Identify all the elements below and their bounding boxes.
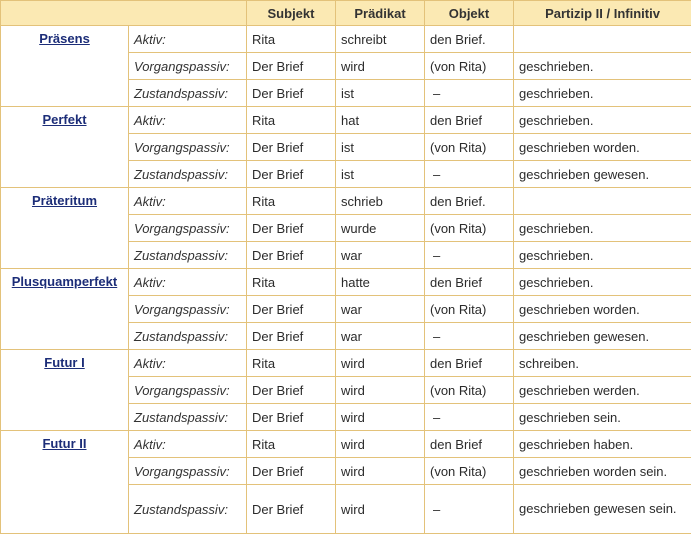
predicate-cell: wurde: [336, 215, 425, 242]
object-cell: den Brief.: [425, 26, 514, 53]
table-row: [1, 431, 691, 458]
subject-cell: Der Brief: [247, 215, 336, 242]
tense-cell: [1, 26, 129, 107]
voice-cell: Vorgangspassiv:: [129, 296, 247, 323]
voice-cell: Aktiv:: [129, 431, 247, 458]
subject-cell: Der Brief: [247, 404, 336, 431]
predicate-cell: war: [336, 242, 425, 269]
participle-cell: geschrieben gewesen sein.: [514, 485, 691, 534]
tense-link[interactable]: Futur II: [42, 436, 86, 451]
predicate-cell: wird: [336, 377, 425, 404]
participle-cell: geschrieben werden.: [514, 377, 691, 404]
voice-cell: Zustandspassiv:: [129, 485, 247, 534]
voice-cell: Zustandspassiv:: [129, 161, 247, 188]
table-row: [1, 350, 691, 377]
header-subject: Subjekt: [247, 1, 336, 26]
predicate-cell: wird: [336, 53, 425, 80]
predicate-cell: schreibt: [336, 26, 425, 53]
tense-cell: [1, 107, 129, 188]
voice-cell: Vorgangspassiv:: [129, 377, 247, 404]
voice-cell: Zustandspassiv:: [129, 323, 247, 350]
subject-cell: Der Brief: [247, 323, 336, 350]
subject-cell: Rita: [247, 107, 336, 134]
subject-cell: Der Brief: [247, 134, 336, 161]
table-row: [1, 188, 691, 215]
participle-cell: geschrieben.: [514, 53, 691, 80]
participle-cell: geschrieben worden.: [514, 296, 691, 323]
object-cell: den Brief: [425, 431, 514, 458]
table-row: [1, 107, 691, 134]
voice-cell: Vorgangspassiv:: [129, 215, 247, 242]
subject-cell: Der Brief: [247, 296, 336, 323]
participle-cell: geschrieben.: [514, 242, 691, 269]
object-cell: (von Rita): [425, 296, 514, 323]
tense-cell: [1, 269, 129, 350]
subject-cell: Rita: [247, 350, 336, 377]
participle-cell: geschrieben.: [514, 215, 691, 242]
voice-cell: Zustandspassiv:: [129, 404, 247, 431]
subject-cell: Der Brief: [247, 458, 336, 485]
tense-cell: [1, 350, 129, 431]
header-predicate: Prädikat: [336, 1, 425, 26]
header-row: [1, 1, 691, 26]
subject-cell: Der Brief: [247, 242, 336, 269]
object-cell: –: [425, 485, 514, 534]
predicate-cell: wird: [336, 404, 425, 431]
participle-cell: geschrieben.: [514, 80, 691, 107]
voice-cell: Zustandspassiv:: [129, 242, 247, 269]
participle-cell: geschrieben gewesen.: [514, 161, 691, 188]
header-object: Objekt: [425, 1, 514, 26]
participle-cell: geschrieben haben.: [514, 431, 691, 458]
predicate-cell: ist: [336, 134, 425, 161]
subject-cell: Der Brief: [247, 161, 336, 188]
predicate-cell: wird: [336, 431, 425, 458]
participle-cell: [514, 188, 691, 215]
subject-cell: Rita: [247, 26, 336, 53]
object-cell: den Brief: [425, 350, 514, 377]
object-cell: den Brief.: [425, 188, 514, 215]
voice-cell: Vorgangspassiv:: [129, 53, 247, 80]
voice-cell: Aktiv:: [129, 269, 247, 296]
table-row: [1, 269, 691, 296]
participle-cell: [514, 26, 691, 53]
tense-link[interactable]: Präsens: [39, 31, 90, 46]
voice-cell: Vorgangspassiv:: [129, 458, 247, 485]
predicate-cell: schrieb: [336, 188, 425, 215]
voice-cell: Zustandspassiv:: [129, 80, 247, 107]
object-cell: (von Rita): [425, 53, 514, 80]
subject-cell: Rita: [247, 431, 336, 458]
tense-link[interactable]: Perfekt: [42, 112, 86, 127]
participle-cell: geschrieben gewesen.: [514, 323, 691, 350]
predicate-cell: wird: [336, 485, 425, 534]
tense-link[interactable]: Präteritum: [32, 193, 97, 208]
object-cell: –: [425, 161, 514, 188]
predicate-cell: war: [336, 323, 425, 350]
object-cell: –: [425, 242, 514, 269]
participle-cell: geschrieben worden.: [514, 134, 691, 161]
table-body: [1, 26, 691, 534]
object-cell: –: [425, 80, 514, 107]
object-cell: –: [425, 404, 514, 431]
object-cell: (von Rita): [425, 215, 514, 242]
object-cell: (von Rita): [425, 134, 514, 161]
voice-cell: Aktiv:: [129, 350, 247, 377]
object-cell: (von Rita): [425, 377, 514, 404]
table-row: [1, 26, 691, 53]
object-cell: den Brief: [425, 107, 514, 134]
header-blank-cell: [1, 1, 247, 26]
object-cell: den Brief: [425, 269, 514, 296]
participle-cell: geschrieben sein.: [514, 404, 691, 431]
header-participle: Partizip II / Infinitiv: [514, 1, 691, 26]
tense-cell: [1, 431, 129, 534]
participle-cell: geschrieben worden sein.: [514, 458, 691, 485]
object-cell: –: [425, 323, 514, 350]
voice-cell: Aktiv:: [129, 26, 247, 53]
subject-cell: Rita: [247, 269, 336, 296]
object-cell: (von Rita): [425, 458, 514, 485]
subject-cell: Der Brief: [247, 377, 336, 404]
voice-cell: Aktiv:: [129, 188, 247, 215]
participle-cell: geschrieben.: [514, 269, 691, 296]
predicate-cell: wird: [336, 458, 425, 485]
predicate-cell: ist: [336, 80, 425, 107]
predicate-cell: war: [336, 296, 425, 323]
tense-link[interactable]: Plusquamperfekt: [12, 274, 117, 289]
tense-cell: [1, 188, 129, 269]
predicate-cell: hat: [336, 107, 425, 134]
predicate-cell: ist: [336, 161, 425, 188]
participle-cell: geschrieben.: [514, 107, 691, 134]
subject-cell: Der Brief: [247, 485, 336, 534]
subject-cell: Der Brief: [247, 53, 336, 80]
voice-cell: Vorgangspassiv:: [129, 134, 247, 161]
subject-cell: Rita: [247, 188, 336, 215]
subject-cell: Der Brief: [247, 80, 336, 107]
voice-cell: Aktiv:: [129, 107, 247, 134]
predicate-cell: wird: [336, 350, 425, 377]
participle-cell: schreiben.: [514, 350, 691, 377]
predicate-cell: hatte: [336, 269, 425, 296]
tense-link[interactable]: Futur I: [44, 355, 84, 370]
